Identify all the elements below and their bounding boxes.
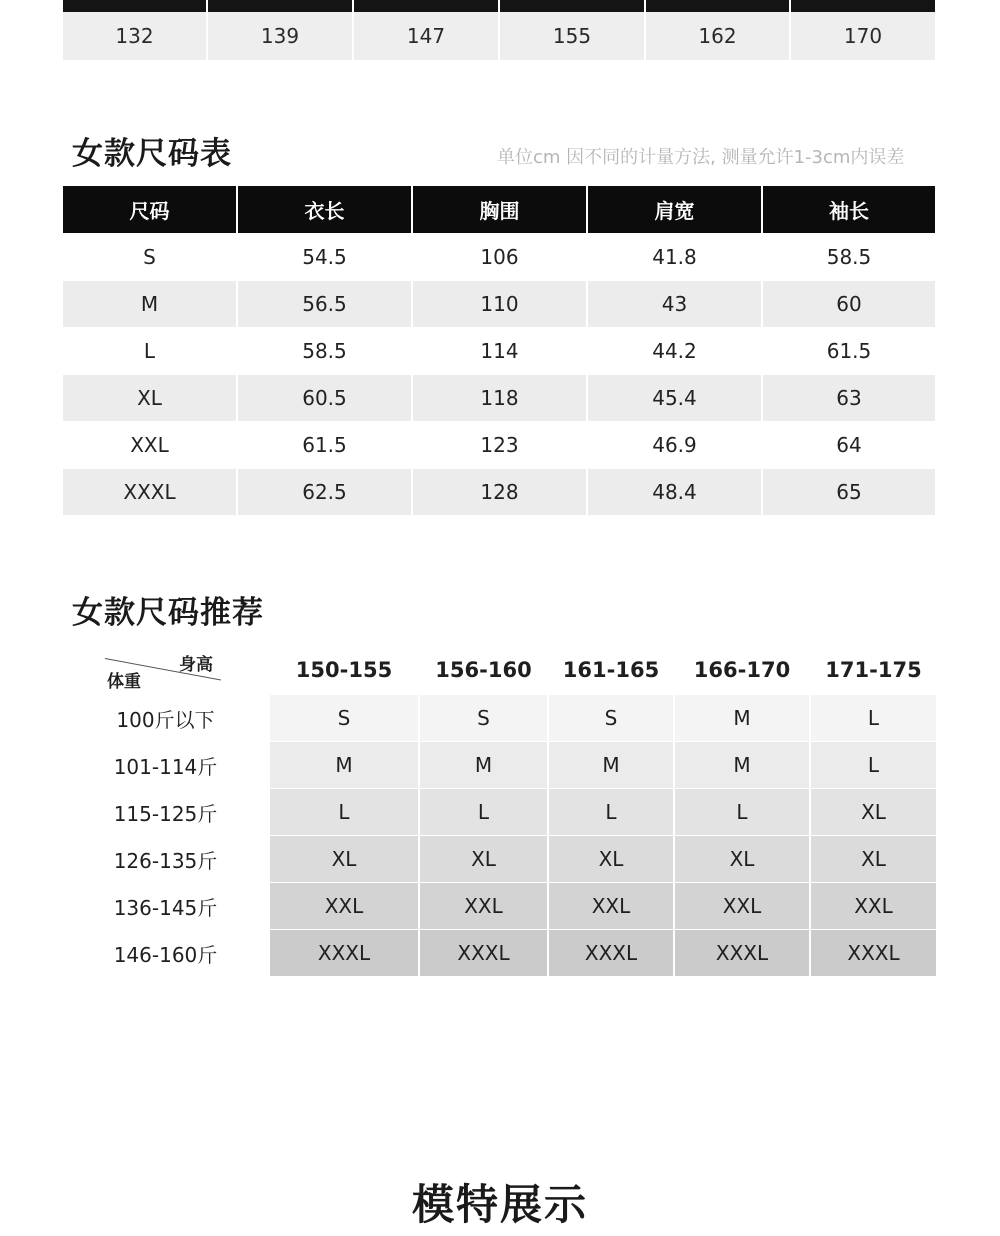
table-header-row	[63, 646, 936, 694]
size-recommend-cell: S	[420, 695, 547, 741]
header-cell	[646, 0, 789, 12]
size-recommend-cell: L	[549, 789, 673, 835]
table-cell: S	[143, 245, 156, 269]
table-cell: 139	[208, 12, 352, 60]
table-cell: 63	[763, 375, 935, 421]
table-cell: 61.5	[302, 433, 347, 457]
table-cell: M	[63, 281, 236, 327]
size-recommend-cell: XXL	[675, 883, 809, 929]
table-cell: 123	[480, 433, 519, 457]
table-cell: 110	[413, 281, 586, 327]
table-cell: 62.5	[238, 469, 411, 515]
size-recommend-cell: XXL	[811, 883, 936, 929]
top-size-table-fragment	[63, 0, 937, 60]
table-cell: L	[143, 339, 156, 363]
weight-label-cell: 146-160斤	[63, 930, 268, 976]
table-cell: 44.2	[652, 339, 697, 363]
table-cell: XXXL	[63, 469, 236, 515]
table-cell: 106	[480, 245, 519, 269]
table-row	[63, 789, 936, 835]
table-cell: 162	[646, 12, 789, 60]
table-cell: 60.5	[238, 375, 411, 421]
table-cell: 60	[763, 281, 935, 327]
size-recommend-cell: XL	[811, 789, 936, 835]
table-cell: 56.5	[238, 281, 411, 327]
table-cell: 170	[791, 12, 935, 60]
size-recommend-cell: M	[549, 742, 673, 788]
model-showcase-title: 模特展示	[411, 1180, 588, 1229]
table-row	[63, 742, 936, 788]
table-row	[63, 375, 937, 421]
column-header-chest: 胸围	[413, 186, 586, 233]
size-recommend-cell: XXXL	[270, 930, 418, 976]
header-cell	[208, 0, 352, 12]
size-recommend-cell: XL	[811, 836, 936, 882]
table-cell: XXL	[130, 433, 169, 457]
corner-header-cell	[63, 646, 268, 694]
table-cell: 114	[480, 339, 519, 363]
header-cell	[791, 0, 935, 12]
column-header-length: 衣长	[238, 186, 411, 233]
table-cell: 61.5	[826, 339, 872, 363]
size-recommend-title: 女款尺码推荐	[72, 595, 264, 631]
table-cell: 41.8	[652, 245, 697, 269]
size-recommend-cell: XXXL	[549, 930, 673, 976]
table-cell: 54.5	[302, 245, 347, 269]
table-cell: 46.9	[652, 433, 697, 457]
height-header-cell: 161-165	[549, 646, 673, 694]
height-header-cell: 150-155	[270, 646, 418, 694]
table-row	[63, 930, 936, 976]
size-recommend-cell: XXL	[270, 883, 418, 929]
table-cell: 48.4	[588, 469, 761, 515]
top-table-header-strip	[63, 0, 937, 12]
size-recommend-cell: L	[270, 789, 418, 835]
table-cell: 147	[354, 12, 498, 60]
table-cell: 58.5	[826, 245, 872, 269]
weight-label-cell: 126-135斤	[63, 836, 268, 882]
table-row	[63, 883, 936, 929]
height-header-cell: 171-175	[811, 646, 936, 694]
size-recommend-cell: XXXL	[420, 930, 547, 976]
header-cell	[500, 0, 644, 12]
table-row	[63, 328, 937, 374]
table-row	[63, 469, 937, 515]
size-recommend-cell: XXL	[549, 883, 673, 929]
table-header-row	[63, 186, 937, 233]
size-recommend-cell: XXL	[420, 883, 547, 929]
table-cell: 45.4	[588, 375, 761, 421]
table-row	[63, 836, 936, 882]
table-cell: 64	[836, 433, 862, 457]
column-header-shoulder: 肩宽	[588, 186, 761, 233]
table-cell: 132	[63, 12, 206, 60]
column-header-size: 尺码	[63, 186, 236, 233]
height-header-cell: 166-170	[675, 646, 809, 694]
size-recommend-cell: XL	[675, 836, 809, 882]
table-row	[63, 695, 936, 741]
size-recommend-cell: XL	[549, 836, 673, 882]
header-cell	[63, 0, 206, 12]
weight-label-cell: 115-125斤	[63, 789, 268, 835]
weight-label-cell: 101-114斤	[63, 742, 268, 788]
table-cell: XL	[63, 375, 236, 421]
size-recommend-cell: L	[420, 789, 547, 835]
size-recommend-cell: XXXL	[675, 930, 809, 976]
size-recommend-cell: M	[675, 695, 809, 741]
size-recommend-cell: S	[549, 695, 673, 741]
unit-note: 单位cm 因不同的计量方法, 测量允许1-3cm内误差	[497, 147, 905, 168]
size-recommend-cell: L	[811, 742, 936, 788]
size-recommend-cell: S	[270, 695, 418, 741]
column-header-sleeve: 袖长	[763, 186, 935, 233]
size-recommend-cell: M	[675, 742, 809, 788]
table-cell: 118	[413, 375, 586, 421]
weight-axis-label: 体重	[107, 672, 141, 692]
size-recommend-cell: L	[675, 789, 809, 835]
size-recommend-cell: XXXL	[811, 930, 936, 976]
weight-label-cell: 100斤以下	[63, 695, 268, 741]
size-recommend-cell: M	[420, 742, 547, 788]
table-cell: 128	[413, 469, 586, 515]
table-cell: 43	[588, 281, 761, 327]
table-cell: 58.5	[302, 339, 347, 363]
size-recommend-cell: M	[270, 742, 418, 788]
size-recommend-table	[63, 646, 936, 976]
size-recommend-cell: XL	[270, 836, 418, 882]
size-chart-table	[63, 186, 937, 515]
table-cell: 65	[763, 469, 935, 515]
size-recommend-cell: XL	[420, 836, 547, 882]
height-header-cell: 156-160	[420, 646, 547, 694]
height-axis-label: 身高	[179, 655, 213, 675]
table-cell: 155	[500, 12, 644, 60]
weight-label-cell: 136-145斤	[63, 883, 268, 929]
table-row	[63, 12, 937, 60]
table-row	[63, 281, 937, 327]
header-cell	[354, 0, 498, 12]
table-row	[63, 422, 937, 468]
size-recommend-cell: L	[811, 695, 936, 741]
size-chart-title: 女款尺码表	[72, 136, 232, 172]
table-row	[63, 234, 937, 280]
